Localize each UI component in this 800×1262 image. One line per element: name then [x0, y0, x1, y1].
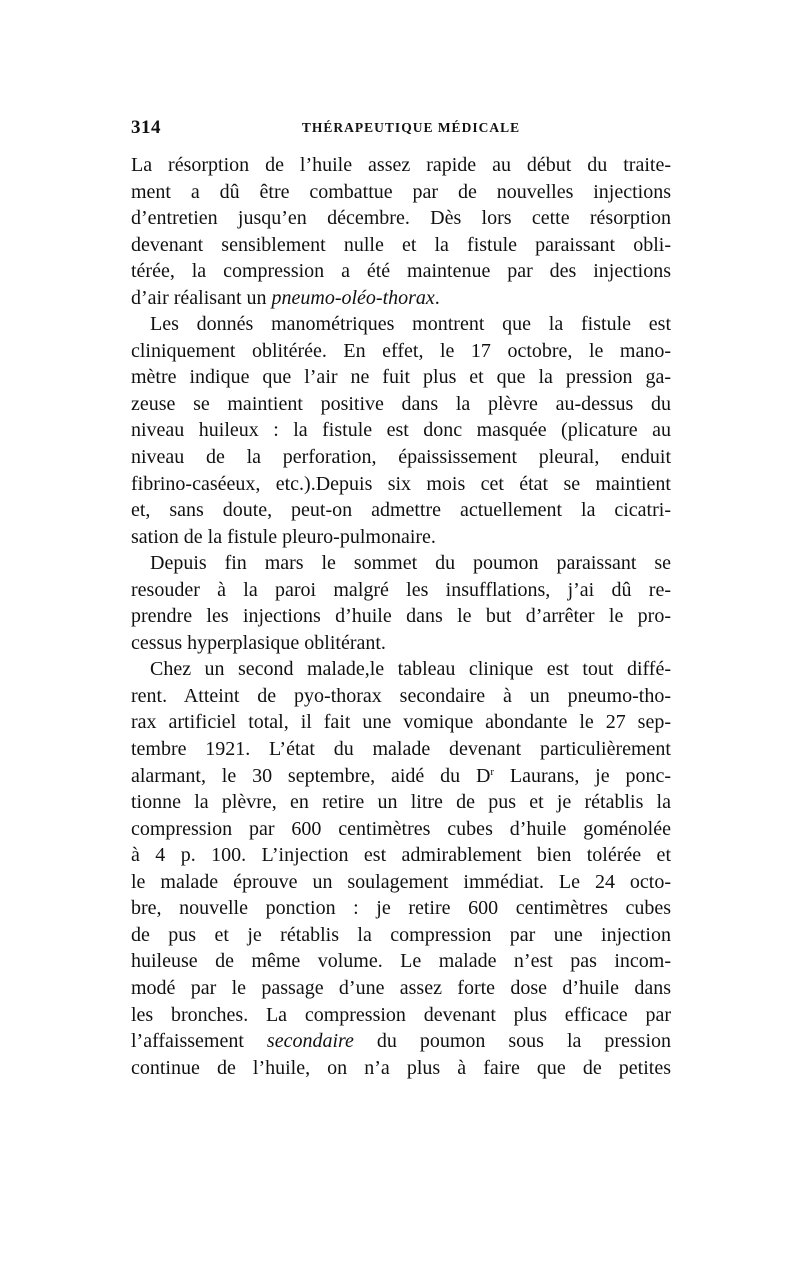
- text-line: compression par 600 centimètres cubes d’huile goménolée: [131, 817, 671, 840]
- text-line: rent. Atteint de pyo-thorax secondaire à un pneumo-tho-: [131, 684, 671, 707]
- text-line: niveau de la perforation, épaississement pleural, enduit: [131, 446, 671, 469]
- text-line: térée, la compression a été maintenue par des injections: [131, 260, 671, 283]
- text-line: mètre indique que l’air ne fuit plus et que la pression ga-: [131, 366, 671, 389]
- text-line: sation de la fistule pleuro-pulmonaire.: [131, 525, 436, 548]
- text-line: de pus et je rétablis la compression par une injection: [131, 923, 671, 946]
- text-line: devenant sensiblement nulle et la fistule paraissant obli-: [131, 233, 671, 256]
- page-number: 314: [131, 117, 161, 138]
- text-line: fibrino-caséeux, etc.).Depuis six mois cet état se maintient: [131, 472, 671, 495]
- text-line: Les donnés manométriques montrent que la fistule est: [150, 313, 671, 336]
- text-fragment: d’air réalisant un: [131, 286, 272, 309]
- superscript: r: [490, 765, 495, 778]
- text-fragment: .: [434, 286, 440, 309]
- text-line: ment a dû être combattue par de nouvelles injections: [131, 180, 671, 203]
- text-line: et, sans doute, peut-on admettre actuellement la cicatri-: [131, 499, 671, 522]
- text-line: Depuis fin mars le sommet du poumon paraissant se: [150, 552, 671, 575]
- text-line: le malade éprouve un soulagement immédiat. Le 24 octo-: [131, 870, 671, 893]
- text-line: à 4 p. 100. L’injection est admirablement bien tolérée et: [131, 844, 671, 867]
- text-line: cessus hyperplasique oblitérant.: [131, 631, 386, 654]
- text-line: cliniquement oblitérée. En effet, le 17 octobre, le mano-: [131, 339, 671, 362]
- running-title: THÉRAPEUTIQUE MÉDICALE: [301, 120, 521, 135]
- body-text: [131, 152, 671, 1081]
- italic-term: secondaire: [266, 1030, 354, 1053]
- text-line: zeuse se maintient positive dans la plèvre au-dessus du: [131, 392, 671, 415]
- text-line: resouder à la paroi malgré les insufflations, j’ai dû re-: [131, 578, 671, 601]
- text-line: les bronches. La compression devenant plus efficace par: [131, 1003, 671, 1026]
- page-header: [131, 117, 671, 139]
- text-line: huileuse de même volume. Le malade n’est pas incom-: [131, 950, 671, 973]
- text-line: [131, 1028, 671, 1055]
- text-line: prendre les injections d’huile dans le but d’arrêter le pro-: [131, 605, 671, 628]
- text-line: bre, nouvelle ponction : je retire 600 centimètres cubes: [131, 897, 671, 920]
- text-fragment: du poumon sous la pression: [353, 1030, 671, 1053]
- text-line: tionne la plèvre, en retire un litre de pus et je rétablis la: [131, 791, 671, 814]
- text-fragment: alarmant, le 30 septembre, aidé du D: [131, 764, 491, 787]
- text-line: d’entretien jusqu’en décembre. Dès lors cette résorption: [131, 207, 671, 230]
- text-line: tembre 1921. L’état du malade devenant particulièrement: [131, 738, 671, 761]
- text-line: Chez un second malade,le tableau clinique est tout diffé-: [150, 658, 671, 681]
- italic-term: pneumo-oléo-thorax: [271, 286, 435, 309]
- text-fragment: Laurans, je ponc-: [494, 764, 671, 787]
- text-line: continue de l’huile, on n’a plus à faire que de petites: [131, 1056, 671, 1079]
- text-line: [131, 763, 671, 790]
- text-line: La résorption de l’huile assez rapide au début du traite-: [131, 154, 671, 176]
- text-line: [131, 285, 671, 312]
- text-line: rax artificiel total, il fait une vomique abondante le 27 sep-: [131, 711, 671, 734]
- text-fragment: l’affaissement: [131, 1030, 267, 1053]
- text-line: modé par le passage d’une assez forte dose d’huile dans: [131, 976, 671, 999]
- text-line: niveau huileux : la fistule est donc masquée (plicature au: [131, 419, 671, 442]
